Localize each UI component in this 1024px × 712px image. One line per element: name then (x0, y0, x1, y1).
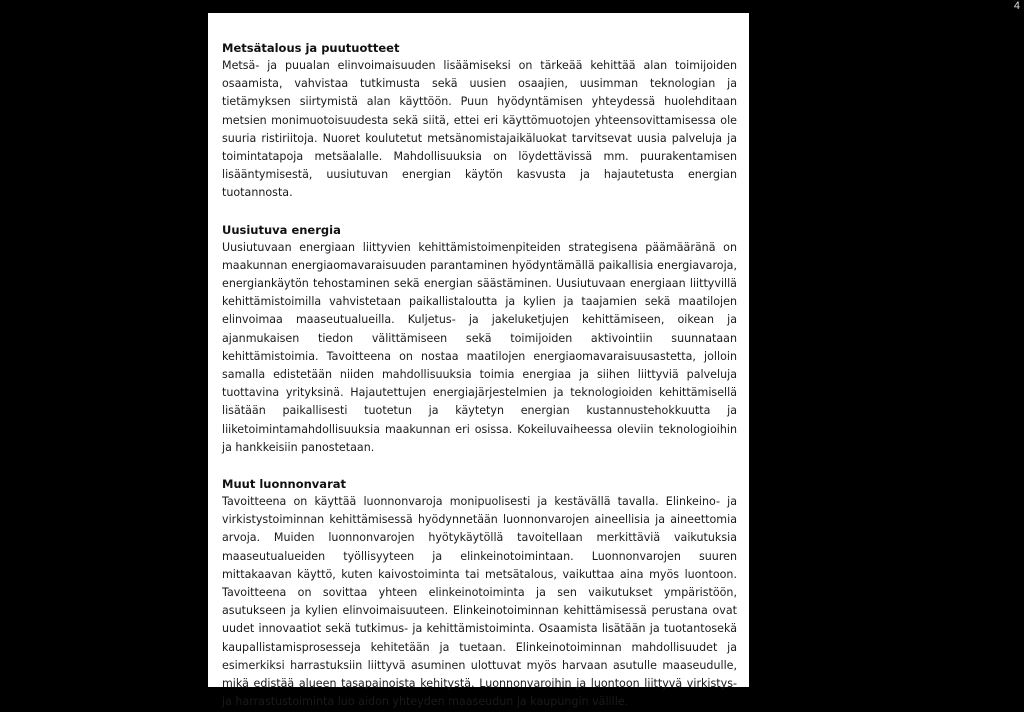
left-margin-column (0, 13, 206, 690)
section-metsatalous (222, 39, 737, 203)
section-body: Tavoitteena on käyttää luonnonvaroja monipuolisesti ja kestävällä tavalla. Elinkeino- ja virkistystoiminnan kehittämisessä hyödynnetään luonnonvarojen aineellisia ja aineettomia arvoja. Muiden luonnonvarojen hyötykäytöllä tavoitellaan merkittäviä vaikutuksia maaseutualueiden työllisyyteen ja elinkeinotoimintaan. Luonnonvarojen suuren mittakaavan käyttö, kuten kaivostoiminta tai metsätalous, vaikuttaa aina myös luontoon. Tavoitteena on sovittaa yhteen elinkeinotoiminta ja sen vaikutukset ympäristöön, asutukseen ja kylien elinvoimaisuuteen. Elinkeinotoiminnan kehittämisessä perustana ovat uudet innovaatiot sekä tutkimus- ja kehittämistoiminta. Osaamista lisätään ja tuotantosekä kaupallistamisprosesseja kehitetään ja tuetaan. Elinkeinotoiminnan mahdollisuudet ja esimerkiksi harrastuksiin liittyvä asuminen ulottuvat myös harvaan asutulle maaseudulle, mikä edistää alueen tasapainoista kehitystä. Luonnonvaroihin ja luontoon liittyvä virkistys- ja harrastustoiminta luo aidon yhteyden maaseudun ja kaupungin välille. (222, 495, 737, 709)
section-heading: Uusiutuva energia (222, 222, 341, 237)
section-heading: Muut luonnonvarat (222, 477, 346, 492)
section-heading: Metsätalous ja puutuotteet (222, 41, 400, 55)
section-muut-luonnonvarat (222, 475, 737, 711)
right-margin-column (751, 13, 1024, 690)
section-body: Metsä- ja puualan elinvoimaisuuden lisäämiseksi on tärkeää kehittää alan toimijoiden osaamista, vahvistaa tutkimusta sekä uusien osaajien, uusimman teknologian ja tietämyksen siirtymistä alan käyttöön. Puun hyödyntämisen yhteydessä huolehditaan metsien monimuotoisuudesta sekä siitä, ettei eri käyttömuotojen yhteensovittamisessa ole suuria ristiriitoja. Nuoret koulutetut metsänomistajaikäluokat tarvitsevat uusia palveluja ja toimintatapoja metsäalalle. Mahdollisuuksia on löydettävissä mm. puurakentamisen lisääntymisestä, uusiutuvan energian käytön kasvusta ja hajautetusta energian tuotannosta. (222, 59, 737, 200)
section-body: Uusiutuvaan energiaan liittyvien kehittämistoimenpiteiden strategisena päämääränä on maakunnan energiaomavaraisuuden parantaminen hyödyntämällä paikallisia energiavaroja, energiankäytön tehostaminen sekä energian säästäminen. Uusiutuvaan energiaan liittyvillä kehittämistoimilla vahvistetaan paikallistaloutta ja kylien ja taajamien sekä maatilojen elinvoimaa maaseutualueilla. Kuljetus- ja jakeluketjujen kehittämiseen, oikean ja ajanmukaisen tiedon välittämiseen sekä toimijoiden aktivointiin suunnataan kehittämistoimia. Tavoitteena on nostaa maatilojen energiaomavaraisuusastetta, jolloin samalla edistetään niiden mahdollisuuksia toimia energiaa ja siihen liittyviä palveluja tuottavina yrityksinä. Hajautettujen energiajärjestelmien ja teknologioiden kehittämisellä lisätään paikallisesti tuotetun ja käytetyn energian kustannustehokkuutta ja liiketoimintamahdollisuuksia maakunnan eri osissa. Kokeiluvaiheessa oleviin teknologioihin ja hankkeisiin panostetaan. (222, 240, 737, 454)
text-column (208, 13, 749, 709)
section-uusiutuva-energia (222, 221, 737, 457)
page-number: 4 (1013, 0, 1020, 12)
